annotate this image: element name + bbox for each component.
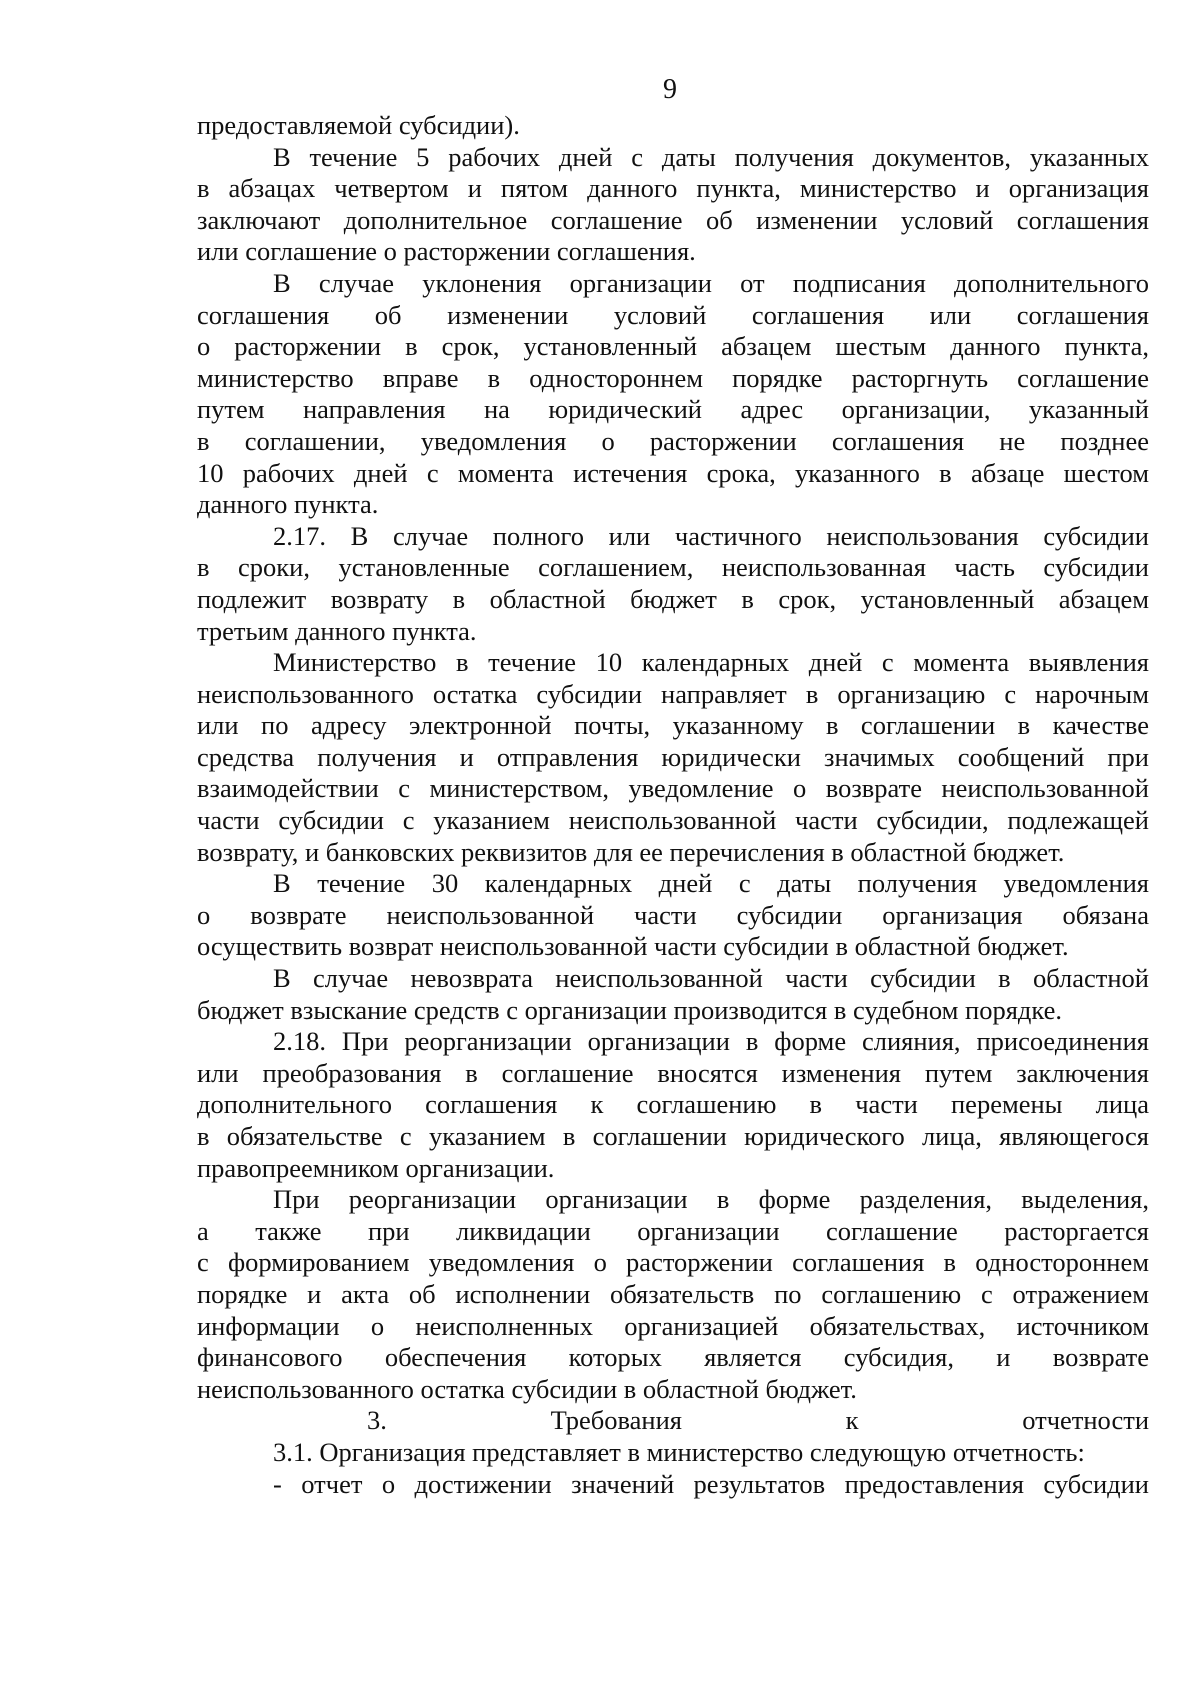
- text-line: или соглашение о расторжении соглашения.: [197, 236, 696, 267]
- text-line: части субсидии с указанием неиспользованной части субсидии, подлежащей: [197, 805, 1149, 836]
- section-heading: 3. Требования к отчетности: [367, 1405, 1149, 1436]
- text-line: подлежит возврату в областной бюджет в срок, установленный абзацем: [197, 583, 1149, 614]
- text-line: информации о неисполненных организацией обязательствах, источником: [197, 1310, 1149, 1341]
- paragraph-report-item: [197, 1469, 1149, 1501]
- text-line: В течение 30 календарных дней с даты получения уведомления: [273, 868, 1149, 899]
- text-line: возврату, и банковских реквизитов для ее перечисления в областной бюджет.: [197, 836, 1065, 867]
- text-line: соглашения об изменении условий соглашения или соглашения: [197, 299, 1149, 330]
- text-line: предоставляемой субсидии).: [197, 110, 520, 140]
- text-line: в сроки, установленные соглашением, неиспользованная часть субсидии: [197, 552, 1149, 583]
- text-line: В случае уклонения организации от подписания дополнительного: [273, 267, 1149, 298]
- text-line: или по адресу электронной почты, указанному в соглашении в качестве: [197, 710, 1149, 741]
- text-line: данного пункта.: [197, 489, 379, 520]
- paragraph-3-1: [197, 1437, 1149, 1469]
- text-line: бюджет взыскание средств с организации производится в судебном порядке.: [197, 994, 1062, 1025]
- text-line: порядке и акта об исполнении обязательств по соглашению с отражением: [197, 1278, 1149, 1309]
- text-line: или преобразования в соглашение вносятся изменения путем заключения: [197, 1057, 1149, 1088]
- text-line: с формированием уведомления о расторжении соглашения в одностороннем: [197, 1247, 1149, 1278]
- text-line: осуществить возврат неиспользованной части субсидии в областной бюджет.: [197, 931, 1069, 962]
- paragraph-evasion: [197, 268, 1149, 521]
- text-line: 10 рабочих дней с момента истечения срока, указанного в абзаце шестом: [197, 457, 1149, 488]
- paragraph-ministry-notice: [197, 647, 1149, 868]
- paragraph-continuation: [197, 110, 1149, 142]
- paragraph-signing-term: [197, 142, 1149, 268]
- paragraph-non-return: [197, 963, 1149, 1026]
- paragraph-2-18: [197, 1026, 1149, 1184]
- text-line: неиспользованного остатка субсидии направляет в организацию с нарочным: [197, 678, 1149, 709]
- text-line: о расторжении в срок, установленный абзацем шестым данного пункта,: [197, 331, 1149, 362]
- text-line: о возврате неиспользованной части субсидии организация обязана: [197, 899, 1149, 930]
- text-line: неиспользованного остатка субсидии в областной бюджет.: [197, 1373, 857, 1404]
- text-line: министерство вправе в одностороннем порядке расторгнуть соглашение: [197, 362, 1149, 393]
- text-line: 2.18. При реорганизации организации в форме слияния, присоединения: [273, 1026, 1149, 1057]
- text-line: дополнительного соглашения к соглашению в части перемены лица: [197, 1089, 1149, 1120]
- text-line: в обязательстве с указанием в соглашении юридического лица, являющегося: [197, 1121, 1149, 1151]
- text-line: а также при ликвидации организации соглашение расторгается: [197, 1215, 1149, 1246]
- document-body: [197, 110, 1149, 1500]
- text-line: заключают дополнительное соглашение об изменении условий соглашения: [197, 204, 1149, 235]
- text-line: средства получения и отправления юридически значимых сообщений при: [197, 741, 1149, 772]
- paragraph-reorganization-division: [197, 1184, 1149, 1405]
- text-line: правопреемником организации.: [197, 1152, 555, 1183]
- text-line: в абзацах четвертом и пятом данного пункта, министерство и организация: [197, 173, 1149, 204]
- text-line: 2.17. В случае полного или частичного неиспользования субсидии: [273, 520, 1149, 551]
- paragraph-2-17: [197, 521, 1149, 647]
- text-line: в соглашении, уведомления о расторжении соглашения не позднее: [197, 425, 1149, 456]
- text-line: В случае невозврата неиспользованной части субсидии в областной: [273, 963, 1149, 994]
- text-line: взаимодействии с министерством, уведомление о возврате неиспользованной: [197, 773, 1149, 804]
- text-line: 3.1. Организация представляет в министерство следующую отчетность:: [273, 1436, 1085, 1467]
- text-line: путем направления на юридический адрес организации, указанный: [197, 394, 1149, 425]
- text-line: третьим данного пункта.: [197, 615, 477, 646]
- text-line: Министерство в течение 10 календарных дней с момента выявления: [273, 647, 1149, 678]
- page-number: 9: [663, 74, 677, 105]
- paragraph-return-term: [197, 868, 1149, 963]
- text-line: - отчет о достижении значений результатов предоставления субсидии: [273, 1468, 1149, 1499]
- text-line: При реорганизации организации в форме разделения, выделения,: [273, 1184, 1149, 1215]
- text-line: В течение 5 рабочих дней с даты получения документов, указанных: [273, 141, 1149, 172]
- text-line: финансового обеспечения которых является субсидия, и возврате: [197, 1342, 1149, 1373]
